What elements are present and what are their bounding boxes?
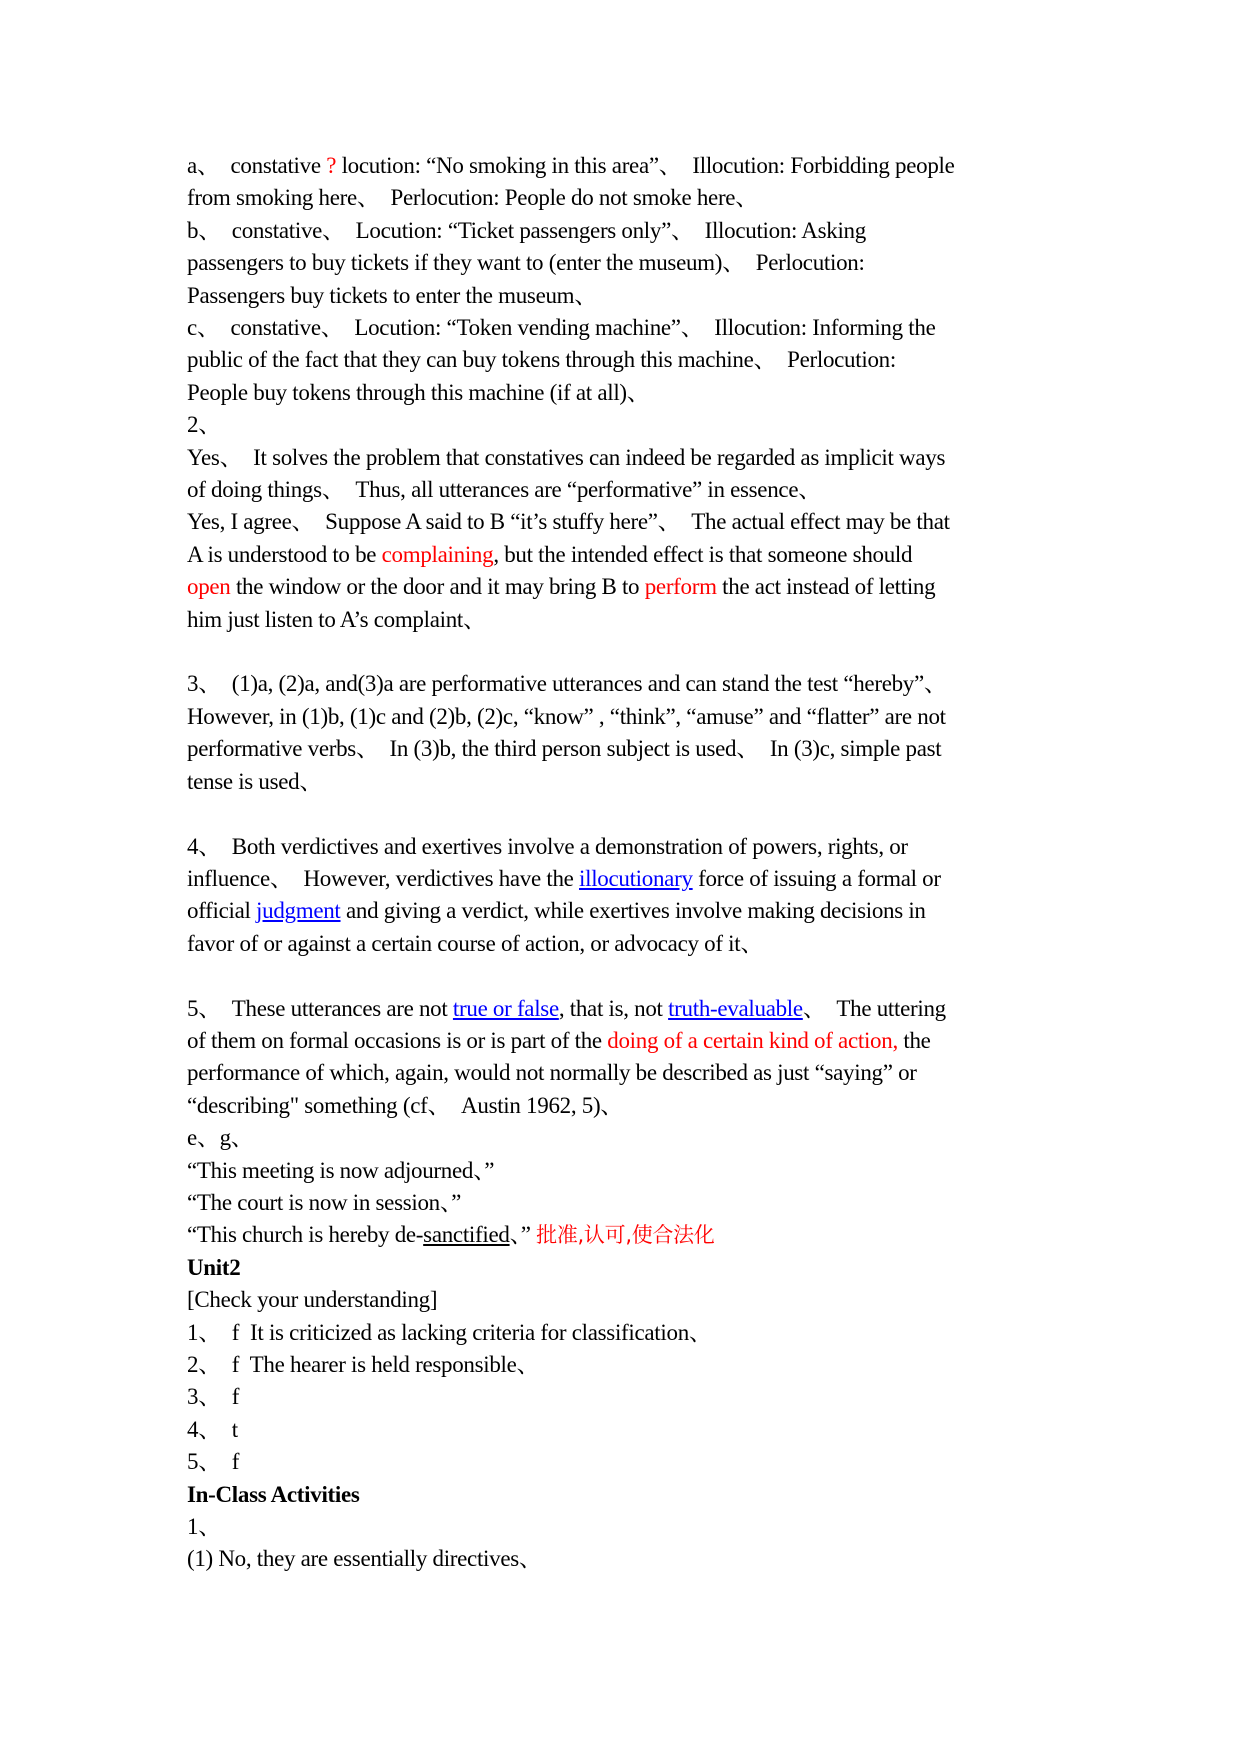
highlight-doing-action: doing of a certain kind of action, [607,1027,898,1053]
question-2-number: 2、 [187,412,221,438]
highlight-open: open [187,574,231,600]
q3-line-4: tense is used、 [187,768,323,794]
q4-line-3 [187,895,1067,927]
text: “This church is hereby de- [187,1222,424,1248]
document-page [187,150,1067,1576]
text: A is understood to be [187,541,382,567]
text: , but the intended effect is that someone should [493,541,913,567]
text: 、 The uttering [802,995,946,1021]
unit2-heading: Unit2 [187,1254,241,1280]
q4-line-1: 4、 Both verdictives and exertives involve a demonstration of powers, rights, or [187,833,908,859]
blank-line [187,798,1067,830]
text: official [187,898,257,924]
q3-line-2: However, in (1)b, (1)c and (2)b, (2)c, “know” , “think”, “amuse” and “flatter” are not [187,703,946,729]
highlight-complaining: complaining [381,541,494,567]
q3-line-1: 3、 (1)a, (2)a, and(3)a are performative utterances and can stand the test “hereby”、 [187,671,947,697]
text: force of issuing a formal or [692,865,941,891]
link-true-or-false[interactable]: true or false [452,995,559,1021]
q4-line-4: favor of or against a certain course of action, or advocacy of it、 [187,930,764,956]
q5-eg: e、g、 [187,1125,254,1151]
chinese-annotation: 批准,认可,使合法化 [536,1223,715,1248]
text: the [897,1027,931,1053]
q5-example-2: “The court is now in session、” [187,1189,461,1215]
blank-line [187,960,1067,992]
q3-line-3: performative verbs、 In (3)b, the third person subject is used、 In (3)c, simple past [187,736,942,762]
q4-line-2 [187,863,1067,895]
highlight-perform: perform [644,574,717,600]
text: the window or the door and it may bring B to [230,574,645,600]
q2-para1-line-1: Yes、 It solves the problem that constatives can indeed be regarded as implicit ways [187,444,946,470]
q2-para2-line-3 [187,571,1067,603]
answer-item: 2、 f The hearer is held responsible、 [187,1351,540,1377]
q5-example-3 [187,1219,1067,1251]
text: the act instead of letting [716,574,936,600]
text: , that is, not [558,995,669,1021]
blank-line [187,636,1067,668]
link-truth-evaluable[interactable]: truth-evaluable [668,995,803,1021]
text: a、 constative [187,153,327,178]
question-mark-highlight: ? [326,153,337,178]
q5-example-1: “This meeting is now adjourned、” [187,1157,495,1183]
text: 5、 These utterances are not [187,995,453,1021]
answer-b-line-3: Passengers buy tickets to enter the museum、 [187,282,597,308]
answer-b-line-1: b、 constative、 Locution: “Ticket passengers only”、 Illocution: Asking [187,217,866,243]
in-class-number: 1、 [187,1514,221,1540]
q5-line-3: performance of which, again, would not normally be described as just “saying” or [187,1060,917,1086]
text: 、” [509,1222,537,1248]
link-judgment[interactable]: judgment [256,898,341,924]
q2-para1-line-2: of doing things、 Thus, all utterances are “performative” in essence、 [187,477,821,503]
q5-line-2 [187,1025,1067,1057]
answer-item: 1、 f It is criticized as lacking criteria for classification、 [187,1319,712,1345]
answer-item: 5、 f [187,1449,240,1475]
answer-b-line-2: passengers to buy tickets if they want to (enter the museum)、 Perlocution: [187,250,865,276]
q2-para2-line-1: Yes, I agree、 Suppose A said to B “it’s stuffy here”、 The actual effect may be that [187,509,950,535]
text: influence、 However, verdictives have the [187,865,580,891]
q5-line-4: “describing" something (cf、 Austin 1962, 5)、 [187,1092,624,1118]
text: and giving a verdict, while exertives involve making decisions in [340,898,926,924]
q2-para2-line-4: him just listen to A’s complaint、 [187,606,486,632]
in-class-answer-1: (1) No, they are essentially directives、 [187,1546,542,1572]
text: of them on formal occasions is or is part of the [187,1027,608,1053]
check-understanding-heading: [Check your understanding] [187,1287,438,1313]
q2-para2-line-2 [187,539,1067,571]
in-class-activities-heading: In-Class Activities [187,1481,360,1507]
q5-line-1 [187,993,1067,1025]
answer-c-line-1: c、 constative、 Locution: “Token vending machine”、 Illocution: Informing the [187,315,936,341]
text: locution: “No smoking in this area”、 Illocution: Forbidding people [336,153,955,178]
underlined-sanctified: sanctified [423,1222,510,1248]
link-illocutionary[interactable]: illocutionary [579,865,693,891]
answer-c-line-2: public of the fact that they can buy tokens through this machine、 Perlocution: [187,347,896,373]
answer-item: 3、 f [187,1384,240,1410]
answer-c-line-3: People buy tokens through this machine (if at all)、 [187,379,650,405]
answer-a-line-2: from smoking here、 Perlocution: People do not smoke here、 [187,185,758,211]
answer-a-line-1 [187,150,1067,182]
answer-item: 4、 t [187,1416,238,1442]
